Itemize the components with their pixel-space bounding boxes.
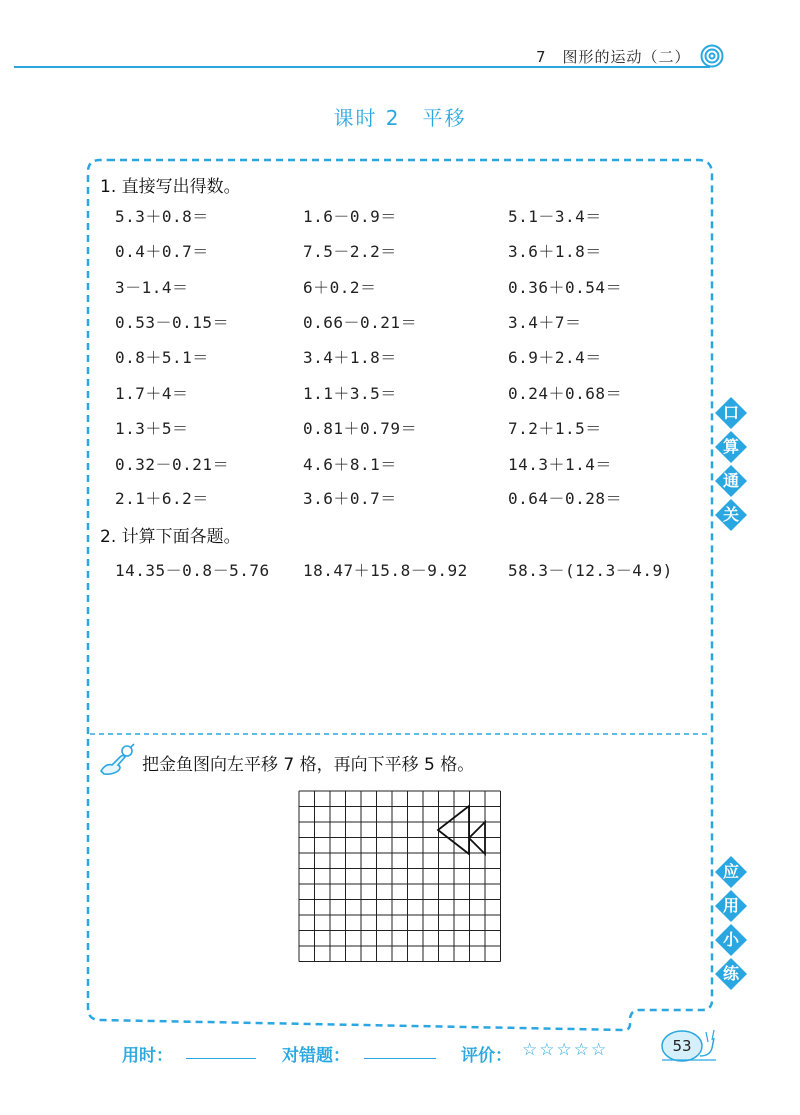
oral-problem: 7.2＋1.5＝	[508, 419, 602, 438]
calc-problem: 14.35－0.8－5.76	[115, 561, 270, 580]
lesson-title: 课时 2 平移	[333, 106, 467, 130]
grid-lines	[299, 791, 501, 962]
oral-problem: 0.36＋0.54＝	[508, 278, 623, 297]
application-instruction: 把金鱼图向左平移 7 格，再向下平移 5 格。	[142, 755, 475, 775]
errors-blank	[364, 1058, 436, 1059]
side-badge: 通	[714, 464, 748, 498]
oral-problem: 3.6＋0.7＝	[303, 489, 397, 508]
side-badge: 小	[714, 923, 748, 957]
oral-problem: 0.24＋0.68＝	[508, 384, 623, 403]
calc-problem: 58.3－(12.3－4.9)	[508, 561, 673, 580]
oral-problem: 14.3＋1.4＝	[508, 455, 612, 474]
calc-problem: 18.47＋15.8－9.92	[303, 561, 468, 580]
oral-problem: 0.4＋0.7＝	[115, 242, 209, 261]
oral-problem: 0.32－0.21＝	[115, 455, 230, 474]
oral-problem: 1.6－0.9＝	[303, 207, 397, 226]
errors-label: 对错题：	[282, 1046, 350, 1066]
oral-problem: 1.3＋5＝	[115, 419, 189, 438]
oral-problem: 6＋0.2＝	[303, 278, 377, 297]
oral-problem: 5.3＋0.8＝	[115, 207, 209, 226]
oral-problem: 3.4＋1.8＝	[303, 348, 397, 367]
side-badge: 关	[714, 498, 748, 532]
oral-problem: 0.66－0.21＝	[303, 313, 418, 332]
time-blank	[186, 1058, 256, 1059]
oral-problem: 3.6＋1.8＝	[508, 242, 602, 261]
section1-title: 1. 直接写出得数。	[100, 177, 241, 197]
side-badge: 口	[714, 396, 748, 430]
oral-problem: 3－1.4＝	[115, 278, 189, 297]
section2-title: 2. 计算下面各题。	[100, 527, 241, 547]
translation-grid	[298, 790, 502, 966]
time-label: 用时：	[122, 1046, 173, 1066]
oral-problem: 3.4＋7＝	[508, 313, 582, 332]
side-badge: 应	[714, 855, 748, 889]
header-text: 7 图形的运动（二）	[536, 48, 691, 66]
rating-label: 评价：	[461, 1046, 512, 1066]
oral-problem: 0.8＋5.1＝	[115, 348, 209, 367]
hand-pointer-icon	[98, 743, 136, 777]
page-number: 53	[672, 1037, 692, 1055]
oral-problem: 2.1＋6.2＝	[115, 489, 209, 508]
oral-problem: 1.1＋3.5＝	[303, 384, 397, 403]
side-badge: 算	[714, 430, 748, 464]
rating-stars: ☆☆☆☆☆	[522, 1040, 609, 1060]
oral-problem: 1.7＋4＝	[115, 384, 189, 403]
side-badge: 练	[714, 957, 748, 991]
oral-problem: 0.64－0.28＝	[508, 489, 623, 508]
oral-problem: 0.81＋0.79＝	[303, 419, 418, 438]
side-badge: 用	[714, 889, 748, 923]
oral-problem: 0.53－0.15＝	[115, 313, 230, 332]
goldfish-figure	[438, 806, 485, 854]
oral-problem: 7.5－2.2＝	[303, 242, 397, 261]
oral-problem: 4.6＋8.1＝	[303, 455, 397, 474]
oral-problem: 5.1－3.4＝	[508, 207, 602, 226]
oral-problem: 6.9＋2.4＝	[508, 348, 602, 367]
